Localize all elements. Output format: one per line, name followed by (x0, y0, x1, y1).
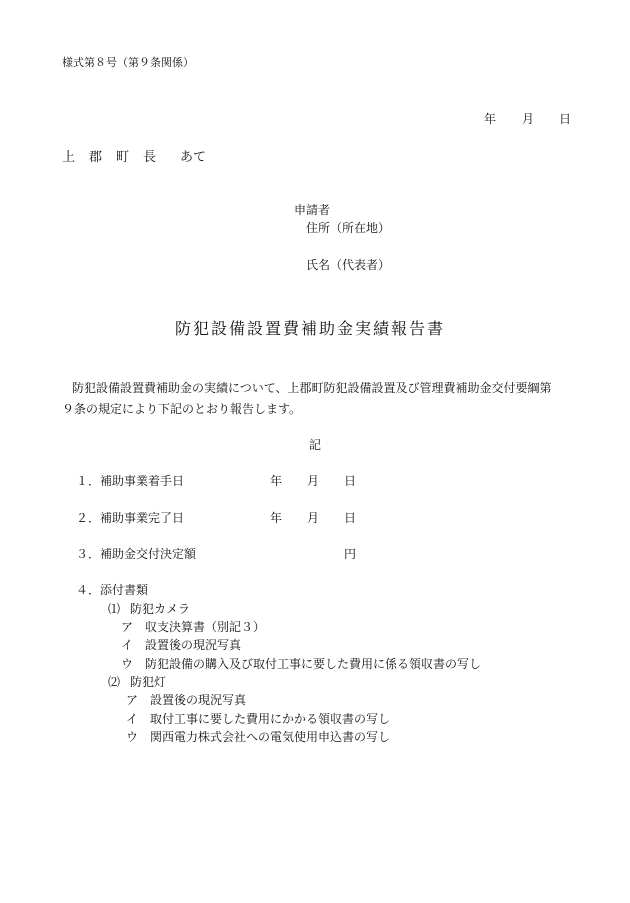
attachment-label: 防犯灯 (130, 675, 167, 689)
attachment-kana: イ (126, 712, 139, 726)
item-month: 月 (307, 474, 320, 488)
attachment-text: 設置後の現況写真 (145, 638, 242, 652)
item-year: 年 (270, 474, 283, 488)
item-year: 年 (270, 511, 283, 525)
attachment-item (121, 618, 265, 635)
attachment-text: 防犯設備の購入及び取付工事に要した費用に係る領収書の写し (145, 657, 482, 671)
attachment-kana: イ (121, 638, 134, 652)
attachment-item (121, 636, 241, 653)
attachment-label: 防犯カメラ (130, 602, 191, 616)
document-title: 防犯設備設置費補助金実績報告書 (175, 319, 446, 338)
attachment-heading (108, 600, 190, 617)
applicant-address: 住所（所在地） (306, 221, 391, 235)
attachment-text: 関西電力株式会社への電気使用申込書の写し (150, 730, 391, 744)
addressee-suffix: あて (180, 150, 207, 165)
item-label: 補助事業完了日 (100, 511, 185, 525)
body-line-1: 防犯設備設置費補助金の実績について、上郡町防犯設備設置及び管理費補助金交付要綱第 (72, 381, 552, 395)
list-item (76, 509, 184, 526)
item-label: 添付書類 (100, 583, 149, 597)
body-line-2: ９条の規定により下記のとおり報告します。 (62, 402, 302, 416)
attachment-heading (108, 673, 166, 690)
attachment-kana: ウ (121, 657, 134, 671)
date-month: 月 (522, 112, 535, 126)
list-item (76, 472, 184, 489)
item-number: ３． (76, 547, 101, 561)
item-day: 日 (344, 474, 357, 488)
addressee-char: 長 (143, 150, 157, 165)
list-item (76, 581, 148, 598)
attachment-item (126, 728, 390, 745)
attachment-kana: ウ (126, 730, 139, 744)
attachment-item (126, 710, 390, 727)
ki-heading: 記 (309, 438, 322, 452)
attachment-kana: ア (126, 693, 139, 707)
applicant-name: 氏名（代表者） (306, 258, 391, 272)
item-unit: 円 (344, 547, 357, 561)
attachment-marker: ⑵ (108, 675, 121, 689)
applicant-label: 申請者 (294, 203, 331, 217)
list-item (76, 545, 196, 562)
item-number: ４． (76, 583, 101, 597)
attachment-marker: ⑴ (108, 602, 121, 616)
attachment-kana: ア (121, 620, 134, 634)
attachment-item (121, 655, 481, 672)
addressee-char: 町 (116, 150, 130, 165)
item-number: １． (76, 474, 101, 488)
item-day: 日 (344, 511, 357, 525)
item-label: 補助金交付決定額 (100, 547, 197, 561)
item-number: ２． (76, 511, 101, 525)
attachment-text: 取付工事に要した費用にかかる領収書の写し (150, 712, 391, 726)
date-year: 年 (484, 112, 497, 126)
addressee-char: 郡 (89, 150, 103, 165)
item-month: 月 (307, 511, 320, 525)
attachment-item (126, 691, 246, 708)
date-day: 日 (559, 112, 572, 126)
attachment-text: 設置後の現況写真 (150, 693, 247, 707)
item-label: 補助事業着手日 (100, 474, 185, 488)
addressee-char: 上 (62, 150, 76, 165)
attachment-text: 収支決算書（別記３） (145, 620, 266, 634)
form-number: 様式第８号（第９条関係） (62, 56, 194, 69)
